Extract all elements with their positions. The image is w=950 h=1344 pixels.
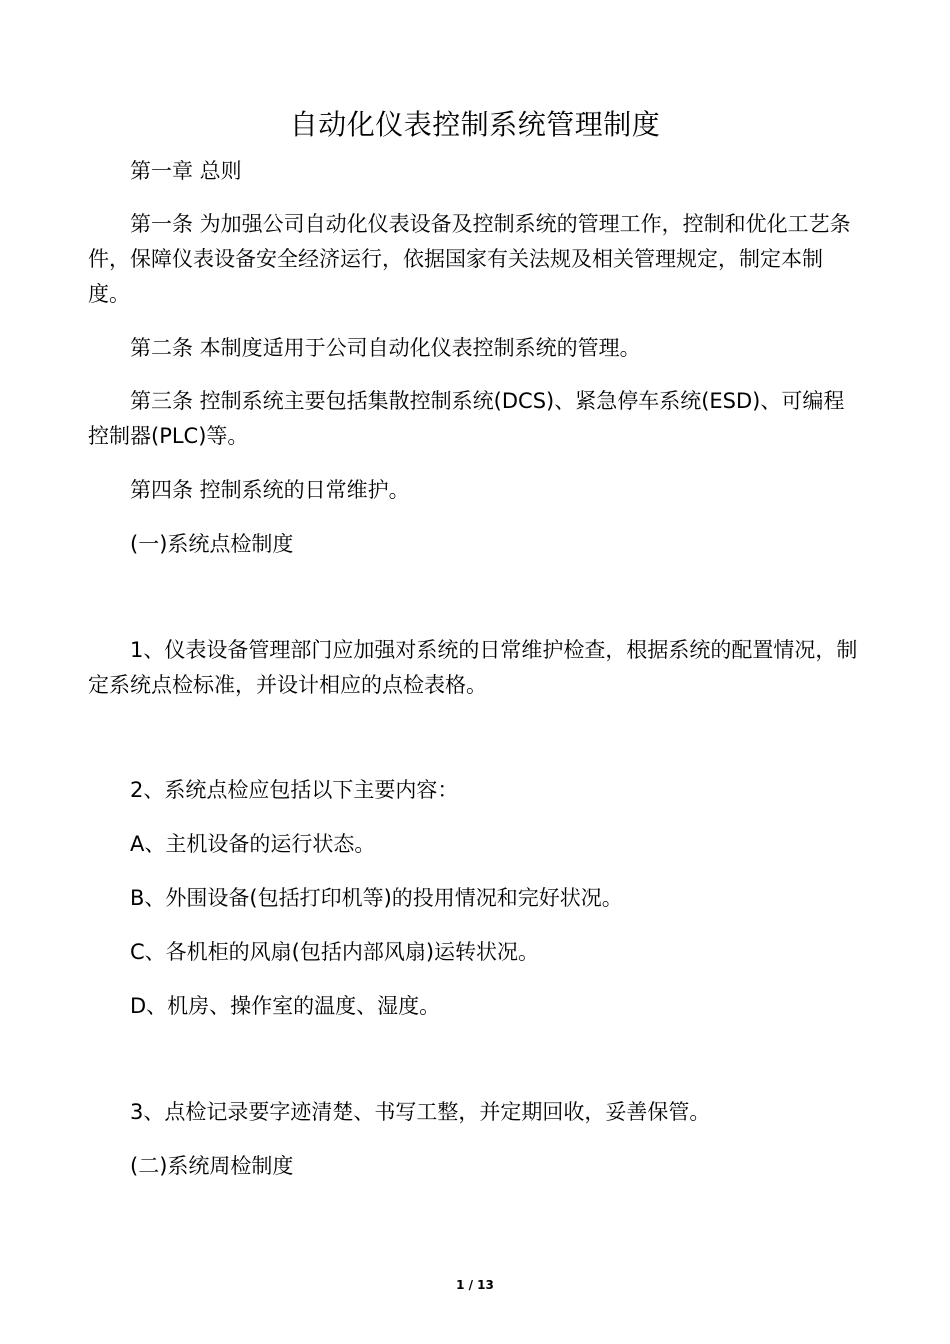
list-item-2: 2、系统点检应包括以下主要内容： — [130, 778, 459, 802]
section-heading-1: (一)系统点检制度 — [130, 532, 294, 556]
document-title: 自动化仪表控制系统管理制度 — [289, 108, 661, 141]
list-item-c: C、各机柜的风扇(包括内部风扇)运转状况。 — [130, 940, 540, 964]
article-1: 第一条 为加强公司自动化仪表设备及控制系统的管理工作，控制和优化工艺条件，保障仪表设备安全经济运行，依据国家有关法规及相关管理规定，制定本制度。 — [88, 212, 851, 306]
article-3: 第三条 控制系统主要包括集散控制系统(DCS)、紧急停车系统(ESD)、可编程控制器(PLC)等。 — [88, 389, 845, 448]
list-item-a: A、主机设备的运行状态。 — [130, 832, 376, 856]
section-heading-2: (二)系统周检制度 — [130, 1154, 294, 1178]
list-item-3: 3、点检记录要字迹清楚、书写工整，并定期回收，妥善保管。 — [130, 1100, 711, 1124]
page-number: 1 / 13 — [456, 1278, 494, 1292]
list-item-d: D、机房、操作室的温度、湿度。 — [130, 994, 441, 1018]
list-item-1: 1、仪表设备管理部门应加强对系统的日常维护检查，根据系统的配置情况，制定系统点检标准，并设计相应的点检表格。 — [88, 638, 858, 697]
article-4: 第四条 控制系统的日常维护。 — [130, 478, 410, 502]
chapter-heading: 第一章 总则 — [130, 159, 242, 183]
list-item-b: B、外围设备(包括打印机等)的投用情况和完好状况。 — [130, 886, 623, 910]
article-2: 第二条 本制度适用于公司自动化仪表控制系统的管理。 — [130, 336, 641, 360]
